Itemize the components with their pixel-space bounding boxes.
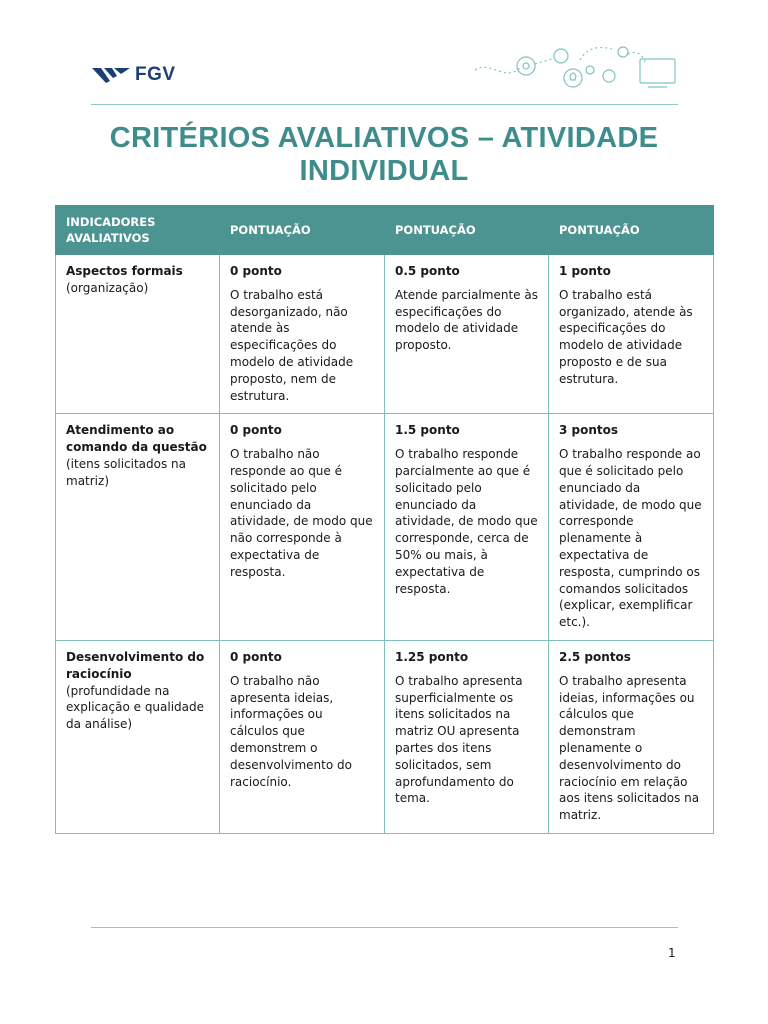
header-pontuacao: PONTUAÇÃO — [385, 206, 549, 255]
page-title: CRITÉRIOS AVALIATIVOS – ATIVIDADE INDIVIDUAL — [109, 122, 659, 187]
footer-rule — [91, 927, 678, 928]
score-value: 1 ponto — [559, 264, 611, 278]
score-cell — [385, 414, 549, 641]
score-cell — [549, 414, 714, 641]
score-value: 0 ponto — [230, 423, 282, 438]
fgv-logo — [92, 64, 176, 86]
score-cell — [549, 640, 714, 833]
indicator-cell — [56, 414, 220, 641]
score-cell — [385, 640, 549, 833]
score-value: 1.25 ponto — [395, 649, 469, 664]
score-cell — [220, 640, 385, 833]
header-pontuacao: PONTUAÇÃO — [549, 206, 714, 255]
indicator-detail: (itens solicitados na matriz) — [66, 456, 187, 488]
score-value: 0 ponto — [230, 649, 282, 664]
indicator-title: Desenvolvimento do raciocínio — [66, 649, 205, 681]
score-value: 0 ponto — [230, 264, 282, 278]
score-cell — [549, 255, 714, 414]
indicator-title: Aspectos formais — [66, 264, 183, 278]
criteria-table — [55, 205, 714, 834]
page-number: 1 — [668, 946, 676, 960]
score-value: 1.5 ponto — [395, 423, 460, 438]
indicator-cell — [56, 255, 220, 414]
score-cell — [220, 255, 385, 414]
indicator-title: Atendimento ao comando da questão — [66, 423, 207, 455]
indicator-detail: (profundidade na explicação e qualidade da análise) — [66, 683, 205, 732]
header-indicadores: INDICADORES AVALIATIVOS — [56, 206, 220, 255]
score-cell — [385, 255, 549, 414]
score-description: O trabalho não apresenta ideias, informações ou cálculos que demonstrem o desenvolvimento do raciocínio. — [230, 673, 352, 789]
score-description: O trabalho está organizado, atende às especificações do modelo de atividade proposto e de sua estrutura. — [559, 287, 693, 386]
score-description: O trabalho não responde ao que é solicitado pelo enunciado da atividade, de modo que não corresponde à expectativa de resposta. — [230, 447, 373, 579]
score-value: 0.5 ponto — [395, 264, 460, 278]
score-description: O trabalho responde parcialmente ao que é solicitado pelo enunciado da atividade, de modo que corresponde, cerca de 50% ou mais, à expectativa de resposta. — [395, 447, 538, 596]
score-description: O trabalho apresenta ideias, informações ou cálculos que demonstram plenamente o desenvolvimento do raciocínio em relação aos itens solicitados na matriz. — [559, 673, 700, 823]
table-header-row — [56, 206, 714, 255]
score-value: 2.5 pontos — [559, 649, 631, 664]
score-description: O trabalho está desorganizado, não atende às especificações do modelo de atividade proposto, nem de estrutura. — [230, 287, 354, 403]
score-description: Atende parcialmente às especificações do modelo de atividade proposto. — [395, 287, 538, 353]
table-row — [56, 255, 714, 414]
indicator-detail: (organização) — [66, 280, 149, 295]
decorative-icons-banner — [470, 40, 685, 98]
table-row — [56, 640, 714, 833]
score-cell — [220, 414, 385, 641]
table-row — [56, 414, 714, 641]
fgv-logo-icon — [92, 68, 130, 83]
indicator-cell — [56, 640, 220, 833]
header-pontuacao: PONTUAÇÃO — [220, 206, 385, 255]
header-rule — [91, 104, 678, 105]
score-description: O trabalho responde ao que é solicitado pelo enunciado da atividade, de modo que corresponde plenamente à expectativa de resposta, cumprindo os comandos solicitados (explicar, exemplificar etc.). — [559, 447, 702, 630]
score-description: O trabalho apresenta superficialmente os itens solicitados na matriz OU apresenta partes dos itens solicitados, sem aprofundamento do tema. — [395, 673, 523, 806]
logo-text: FGV — [135, 64, 176, 85]
score-value: 3 pontos — [559, 423, 619, 438]
